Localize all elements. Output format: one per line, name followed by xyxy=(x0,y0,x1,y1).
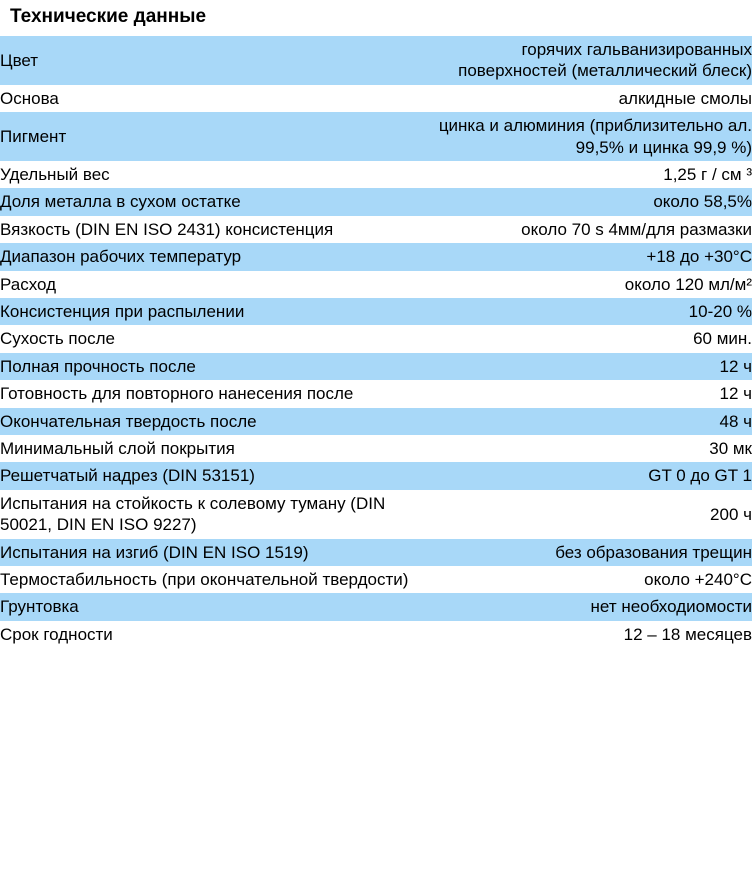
spec-label: Грунтовка xyxy=(0,597,79,617)
spec-value: 12 ч xyxy=(719,384,752,404)
spec-label: Полная прочность после xyxy=(0,356,196,376)
table-row xyxy=(0,188,752,215)
table-row xyxy=(0,462,752,489)
spec-value: 10-20 % xyxy=(688,301,752,321)
spec-value: 1,25 г / см ³ xyxy=(663,164,752,184)
spec-label: Минимальный слой покрытия xyxy=(0,438,235,458)
spec-label: Испытания на стойкость к солевому туману (DIN 50021, DIN EN ISO 9227) xyxy=(0,493,386,535)
table-row xyxy=(0,353,752,380)
spec-value: цинка и алюминия (приблизительно ал. 99,5% и цинка 99,9 %) xyxy=(438,116,752,157)
table-row xyxy=(0,325,752,352)
spec-label: Срок годности xyxy=(0,624,113,644)
table-row xyxy=(0,621,752,648)
spec-value: +18 до +30°C xyxy=(646,247,752,267)
table-row xyxy=(0,271,752,298)
table-row xyxy=(0,566,752,593)
table-row xyxy=(0,408,752,435)
spec-value: 12 – 18 месяцев xyxy=(623,624,752,644)
spec-label: Готовность для повторного нанесения после xyxy=(0,384,354,404)
spec-label: Доля металла в сухом остатке xyxy=(0,192,241,212)
spec-label: Окончательная твердость после xyxy=(0,411,257,431)
technical-data-table xyxy=(0,36,752,648)
table-row xyxy=(0,85,752,112)
page-title: Технические данные xyxy=(10,6,207,27)
spec-label: Цвет xyxy=(0,50,39,70)
spec-value: около 58,5% xyxy=(653,192,752,212)
table-row xyxy=(0,36,752,85)
spec-label: Консистенция при распылении xyxy=(0,301,245,321)
spec-value: около 70 s 4мм/для размазки xyxy=(521,219,752,239)
spec-value: нет необходиомости xyxy=(590,597,752,617)
table-row xyxy=(0,243,752,270)
spec-value: GT 0 до GT 1 xyxy=(648,466,752,486)
spec-value: около +240°C xyxy=(644,570,752,590)
spec-label: Диапазон рабочих температур xyxy=(0,247,242,267)
spec-value: 60 мин. xyxy=(693,329,752,349)
spec-value: около 120 мл/м² xyxy=(624,274,752,294)
spec-label: Испытания на изгиб (DIN EN ISO 1519) xyxy=(0,542,309,562)
spec-label: Расход xyxy=(0,274,57,294)
spec-value: 48 ч xyxy=(719,411,752,431)
spec-label: Пигмент xyxy=(0,126,67,146)
table-row xyxy=(0,490,752,539)
spec-label: Сухость после xyxy=(0,329,115,349)
table-body xyxy=(0,36,752,648)
table-row xyxy=(0,435,752,462)
spec-label: Удельный вес xyxy=(0,164,110,184)
spec-label: Решетчатый надрез (DIN 53151) xyxy=(0,466,255,486)
table-row xyxy=(0,112,752,161)
table-row xyxy=(0,298,752,325)
table-row xyxy=(0,380,752,407)
spec-value: 200 ч xyxy=(710,504,752,524)
table-row xyxy=(0,161,752,188)
spec-label: Вязкость (DIN EN ISO 2431) консистенция xyxy=(0,219,334,239)
spec-value: 30 мк xyxy=(709,438,752,458)
table-row xyxy=(0,539,752,566)
spec-value: горячих гальванизированных поверхностей (металлический блеск) xyxy=(458,39,752,81)
table-row xyxy=(0,593,752,620)
spec-value: алкидные смолы xyxy=(618,88,752,108)
spec-value: 12 ч xyxy=(719,356,752,376)
spec-value: без образования трещин xyxy=(555,542,752,562)
spec-label: Термостабильность (при окончательной твердости) xyxy=(0,570,409,590)
spec-label: Основа xyxy=(0,88,59,108)
table-row xyxy=(0,216,752,243)
